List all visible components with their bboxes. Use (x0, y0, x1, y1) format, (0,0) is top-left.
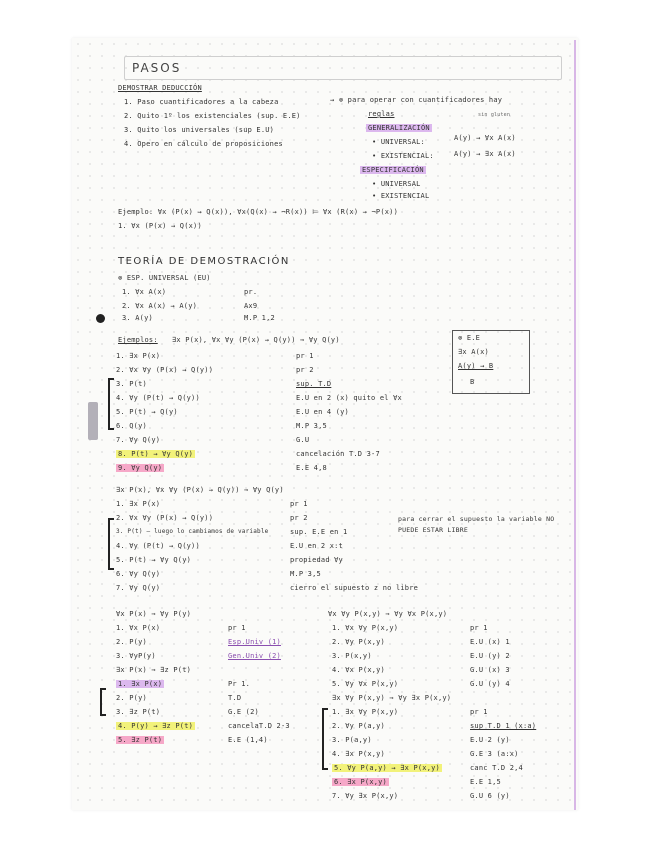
ee-box-line-1: ∃x A(x) (458, 348, 489, 356)
demo-step-4: 4. Opero en cálculo de proposiciones (124, 140, 283, 148)
ej1-line-9: 9. ∀y Q(y) (118, 464, 163, 472)
ej2-note: para cerrar el supuesto la variable NO PUEDE ESTAR LIBRE (398, 515, 555, 534)
gen-universal-rule: A(y) → ∀x A(x) (454, 134, 516, 142)
side-note: sin gluten (478, 112, 511, 118)
page-title: PASOS (132, 61, 182, 75)
rb-reason-3: E.U (y) 2 (470, 652, 510, 660)
ej1-line-8: 8. P(t) → ∀y Q(y) (118, 450, 194, 458)
ee-box-title: ⊗ E.E (458, 334, 481, 342)
ej1-reason-2: pr 2 (296, 366, 314, 374)
ej2-reason-2: pr 2 (290, 514, 308, 522)
ej1-line-6: 6. Q(y) (116, 422, 147, 430)
rb-line-1: 1. ∀x ∀y P(x,y) (332, 624, 399, 632)
rb2-reason-3: E.U 2 (y) (470, 736, 510, 744)
lb-bracket (100, 688, 106, 716)
rb-formula: ∀x ∀y P(x,y) ⇒ ∀y ∀x P(x,y) (328, 610, 448, 618)
ej1-line-1: 1. ∃x P(x) (116, 352, 161, 360)
page-margin-line (574, 40, 582, 810)
ej2-reason-4: E.U en 2 x:t (290, 542, 343, 550)
ej1-reason-5: E.U en 4 (y) (296, 408, 349, 416)
lb2-reason-4: cancelaT.D 2-3 (228, 722, 290, 730)
generalizacion-label: GENERALIZACIÓN (368, 124, 430, 132)
rb2-reason-5: canc T.D 2,4 (470, 764, 523, 772)
lb2-reason-2: T.D (228, 694, 242, 702)
ej1-line-5: 5. P(t) → Q(y) (116, 408, 178, 416)
ej1-reason-4: E.U en 2 (x) quito el ∀x (296, 394, 402, 402)
teoria-line-3: 3. A(y) (122, 314, 153, 322)
lb-reason-1: pr 1 (228, 624, 246, 632)
td-bracket (108, 378, 114, 430)
lb2-line-1: 1. ∃x P(x) (118, 680, 163, 688)
ej1-line-7: 7. ∀y Q(y) (116, 436, 161, 444)
demo-step-1: 1. Paso cuantificadores a la cabeza (124, 98, 279, 106)
ej2-line-2: 2. ∀x ∀y (P(x) → Q(y)) (116, 514, 214, 522)
lb-line-2: 2. P(y) (116, 638, 147, 646)
rb2-reason-2: sup T.D 1 (x:a) (470, 722, 537, 730)
gen-existencial-label: • EXISTENCIAL: (372, 152, 434, 160)
lb2-line-5: 5. ∃z P(t) (118, 736, 163, 744)
rb-reason-4: G.U (x) 3 (470, 666, 510, 674)
rb2-reason-7: G.U 6 (y) (470, 792, 510, 800)
esp-universal-label: • UNIVERSAL (372, 180, 421, 188)
demo-step-3: 3. Quito los universales (sup E.U) (124, 126, 275, 134)
demo-arrow-note: → ⊗ para operar con cuantificadores hay (330, 96, 503, 104)
especificacion-label: ESPECIFICACIÓN (362, 166, 424, 174)
lb2-reason-5: E.E (1,4) (228, 736, 268, 744)
title-box (124, 56, 562, 80)
rb-line-5: 5. ∀y ∀x P(x,y) (332, 680, 399, 688)
lb-line-3: 3. ∀yP(y) (116, 652, 156, 660)
ej2-line-5: 5. P(t) → ∀y Q(y) (116, 556, 192, 564)
ejemplos-formula: ∃x P(x), ∀x ∀y (P(x) → Q(y)) ⇒ ∀y Q(y) (172, 336, 340, 344)
binder-hole (96, 314, 105, 323)
ej1-line-3: 3. P(t) (116, 380, 147, 388)
ej2-line-1: 1. ∃x P(x) (116, 500, 161, 508)
ej1-reason-9: E.E 4,8 (296, 464, 327, 472)
lb2-line-2: 2. P(y) (116, 694, 147, 702)
teoria-reason-3: M.P 1,2 (244, 314, 275, 322)
ejemplos-heading: Ejemplos: (118, 336, 158, 344)
lb2-line-4: 4. P(y) → ∃z P(t) (118, 722, 194, 730)
sticky-tab (88, 402, 98, 440)
rb2-reason-4: G.E 3 (a:x) (470, 750, 519, 758)
esp-existencial-label: • EXISTENCIAL (372, 192, 430, 200)
reglas-label: reglas (368, 110, 395, 118)
lb-formula-2: ∃x P(x) ⇒ ∃z P(t) (116, 666, 192, 674)
ej2-reason-1: pr 1 (290, 500, 308, 508)
ej2-line-7: 7. ∀y Q(y) (116, 584, 161, 592)
lb-formula: ∀x P(x) ⇒ ∀y P(y) (116, 610, 192, 618)
ej1-reason-6: M.P 3,5 (296, 422, 327, 430)
rb-formula-2: ∃x ∀y P(x,y) ⇒ ∀y ∃x P(x,y) (332, 694, 452, 702)
teoria-heading: TEORÍA DE DEMOSTRACIÓN (118, 256, 290, 267)
rb-bracket (322, 708, 328, 770)
lb2-reason-3: G.E (2) (228, 708, 259, 716)
lb2-reason-1: Pr 1. (228, 680, 251, 688)
teoria-reason-1: pr. (244, 288, 258, 296)
rb-line-4: 4. ∀x P(x,y) (332, 666, 385, 674)
ej1-line-2: 2. ∀x ∀y (P(x) → Q(y)) (116, 366, 214, 374)
ej2-line-4: 4. ∀y (P(t) → Q(y)) (116, 542, 200, 550)
ej2-reason-6: M.P 3,5 (290, 570, 321, 578)
rb2-reason-6: E.E 1,5 (470, 778, 501, 786)
teoria-sub: ⊗ ESP. UNIVERSAL (EU) (118, 274, 211, 282)
rb-reason-1: pr 1 (470, 624, 488, 632)
rb-line-2: 2. ∀y P(x,y) (332, 638, 385, 646)
teoria-line-2: 2. ∀x A(x) → A(y) (122, 302, 198, 310)
rb2-line-2: 2. ∀y P(a,y) (332, 722, 385, 730)
ejemplo-line-1: 1. ∀x (P(x) → Q(x)) (118, 222, 202, 230)
rb-reason-5: G.U (y) 4 (470, 680, 510, 688)
lb2-line-3: 3. ∃z P(t) (116, 708, 161, 716)
rb-reason-2: E.U (x) 1 (470, 638, 510, 646)
teoria-line-1: 1. ∀x A(x) (122, 288, 167, 296)
rb2-line-3: 3. P(a,y) (332, 736, 372, 744)
rb2-line-6: 6. ∃x P(x,y) (334, 778, 387, 786)
ej1-reason-7: G.U (296, 436, 310, 444)
ee-bracket (108, 518, 114, 570)
rb-line-3: 3. P(x,y) (332, 652, 372, 660)
rb2-line-7: 7. ∀y ∃x P(x,y) (332, 792, 399, 800)
ej2-formula: ∃x P(x), ∀x ∀y (P(x) → Q(y)) ⇒ ∀y Q(y) (116, 486, 284, 494)
ej1-reason-1: pr 1 (296, 352, 314, 360)
ej1-reason-3: sup. T.D (296, 380, 332, 388)
ee-box-line-2: A(y) → B (458, 362, 494, 370)
rb2-line-4: 4. ∃x P(x,y) (332, 750, 385, 758)
ej2-reason-3: sup. E.E en 1 (290, 528, 348, 536)
demo-step-2: 2. Quito 1º los existenciales (sup. E.E) (124, 112, 301, 120)
lb-reason-2: Esp.Univ (1) (228, 638, 281, 646)
ee-box-line-3: B (470, 378, 475, 386)
gen-universal-label: • UNIVERSAL: (372, 138, 425, 146)
ej2-reason-7: cierro el supuesto z no libre (290, 584, 419, 592)
lb-reason-3: Gen.Univ (2) (228, 652, 281, 660)
rb2-reason-1: pr 1 (470, 708, 488, 716)
ej2-reason-5: propiedad ∀y (290, 556, 343, 564)
gen-existencial-rule: A(y) → ∃x A(x) (454, 150, 516, 158)
demo-heading: DEMOSTRAR DEDUCCIÓN (118, 84, 202, 92)
rb2-line-1: 1. ∃x ∀y P(x,y) (332, 708, 399, 716)
lb-line-1: 1. ∀x P(x) (116, 624, 161, 632)
rb2-line-5: 5. ∀y P(a,y) → ∃x P(x,y) (334, 764, 440, 772)
ej1-line-4: 4. ∀y (P(t) → Q(y)) (116, 394, 200, 402)
ej2-line-3: 3. P(t) — luego lo cambiamos de variable (116, 528, 269, 535)
ejemplo-formula: Ejemplo: ∀x (P(x) → Q(x)), ∀x(Q(x) → ¬R(x)) ⊨ ∀x (R(x) → ¬P(x)) (118, 208, 398, 216)
ej1-reason-8: cancelación T.D 3-7 (296, 450, 380, 458)
ej2-line-6: 6. ∀y Q(y) (116, 570, 161, 578)
teoria-reason-2: Ax9 (244, 302, 258, 310)
